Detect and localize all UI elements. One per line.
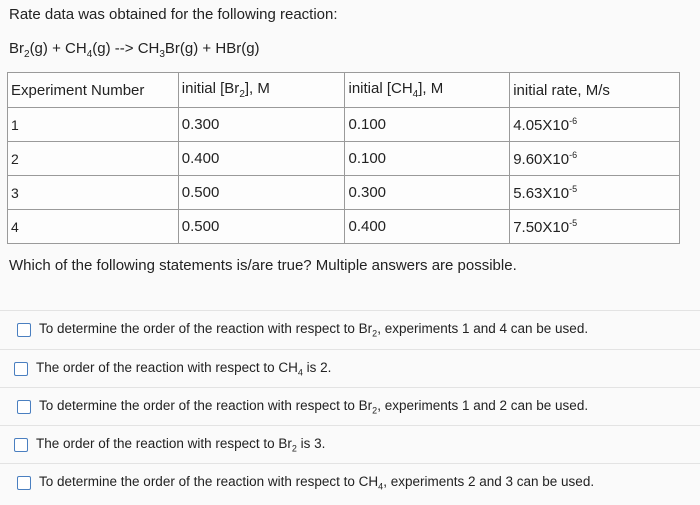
header-initial-ch4: initial $[CH_4]$, M bbox=[345, 73, 510, 108]
reaction-equation: $Br_2(g) + CH_4(g)$ --> $CH_3Br(g) + HBr(g)$ bbox=[9, 40, 260, 60]
cell-initial-ch4: 0.400 bbox=[345, 210, 510, 244]
checkbox[interactable] bbox=[17, 400, 31, 414]
cell-initial-ch4: 0.300 bbox=[345, 176, 510, 210]
answer-option-4[interactable] bbox=[0, 425, 700, 463]
cell-initial-ch4: 0.100 bbox=[345, 142, 510, 176]
option-label: The order of the reaction with respect to $CH_4$ is 2. bbox=[36, 359, 332, 378]
option-label: The order of the reaction with respect to $Br_2$ is 3. bbox=[36, 435, 326, 454]
checkbox[interactable] bbox=[17, 476, 31, 490]
cell-initial-br2: 0.500 bbox=[178, 176, 345, 210]
table-row bbox=[8, 210, 680, 244]
rate-data-table bbox=[7, 72, 680, 244]
product-ch3br: $CH_3Br(g)$ bbox=[137, 40, 199, 60]
cell-experiment: 2 bbox=[8, 142, 179, 176]
answer-option-2[interactable] bbox=[0, 349, 700, 387]
cell-initial-br2: 0.500 bbox=[178, 210, 345, 244]
answer-option-5[interactable] bbox=[0, 463, 700, 501]
cell-initial-rate: $4.05X10^{-6}$ bbox=[510, 108, 680, 142]
checkbox[interactable] bbox=[17, 323, 31, 337]
reaction-arrow: --> bbox=[110, 40, 138, 57]
header-initial-br2: initial $[Br_2]$, M bbox=[178, 73, 345, 108]
table-row bbox=[8, 142, 680, 176]
cell-initial-rate: $5.63X10^{-5}$ bbox=[510, 176, 680, 210]
checkbox[interactable] bbox=[14, 438, 28, 452]
cell-initial-br2: 0.400 bbox=[178, 142, 345, 176]
cell-initial-ch4: 0.100 bbox=[345, 108, 510, 142]
answer-option-3[interactable] bbox=[0, 387, 700, 425]
table-row bbox=[8, 108, 680, 142]
cell-experiment: 3 bbox=[8, 176, 179, 210]
table-row bbox=[8, 176, 680, 210]
table-header-row bbox=[8, 73, 680, 108]
cell-experiment: 1 bbox=[8, 108, 179, 142]
answer-option-1[interactable] bbox=[0, 310, 700, 348]
cell-initial-br2: 0.300 bbox=[178, 108, 345, 142]
reactant-ch4: $CH_4(g)$ bbox=[65, 40, 111, 60]
option-label: To determine the order of the reaction with respect to $CH_4$, experiments 2 and 3 can be used. bbox=[39, 473, 595, 492]
header-initial-rate: initial rate, M/s bbox=[510, 73, 680, 108]
checkbox[interactable] bbox=[14, 362, 28, 376]
cell-initial-rate: $7.50X10^{-5}$ bbox=[510, 210, 680, 244]
cell-experiment: 4 bbox=[8, 210, 179, 244]
option-label: To determine the order of the reaction with respect to $Br_2$, experiments 1 and 4 can be used. bbox=[39, 320, 589, 339]
product-hbr: HBr(g) bbox=[215, 40, 260, 57]
intro-text: Rate data was obtained for the following reaction: bbox=[9, 6, 338, 23]
option-label: To determine the order of the reaction with respect to $Br_2$, experiments 1 and 2 can be used. bbox=[39, 397, 589, 416]
reactant-br2: $Br_2(g)$ bbox=[9, 40, 48, 60]
question-text: Which of the following statements is/are true? Multiple answers are possible. bbox=[9, 257, 517, 274]
header-experiment-number: Experiment Number bbox=[8, 73, 179, 108]
cell-initial-rate: $9.60X10^{-6}$ bbox=[510, 142, 680, 176]
